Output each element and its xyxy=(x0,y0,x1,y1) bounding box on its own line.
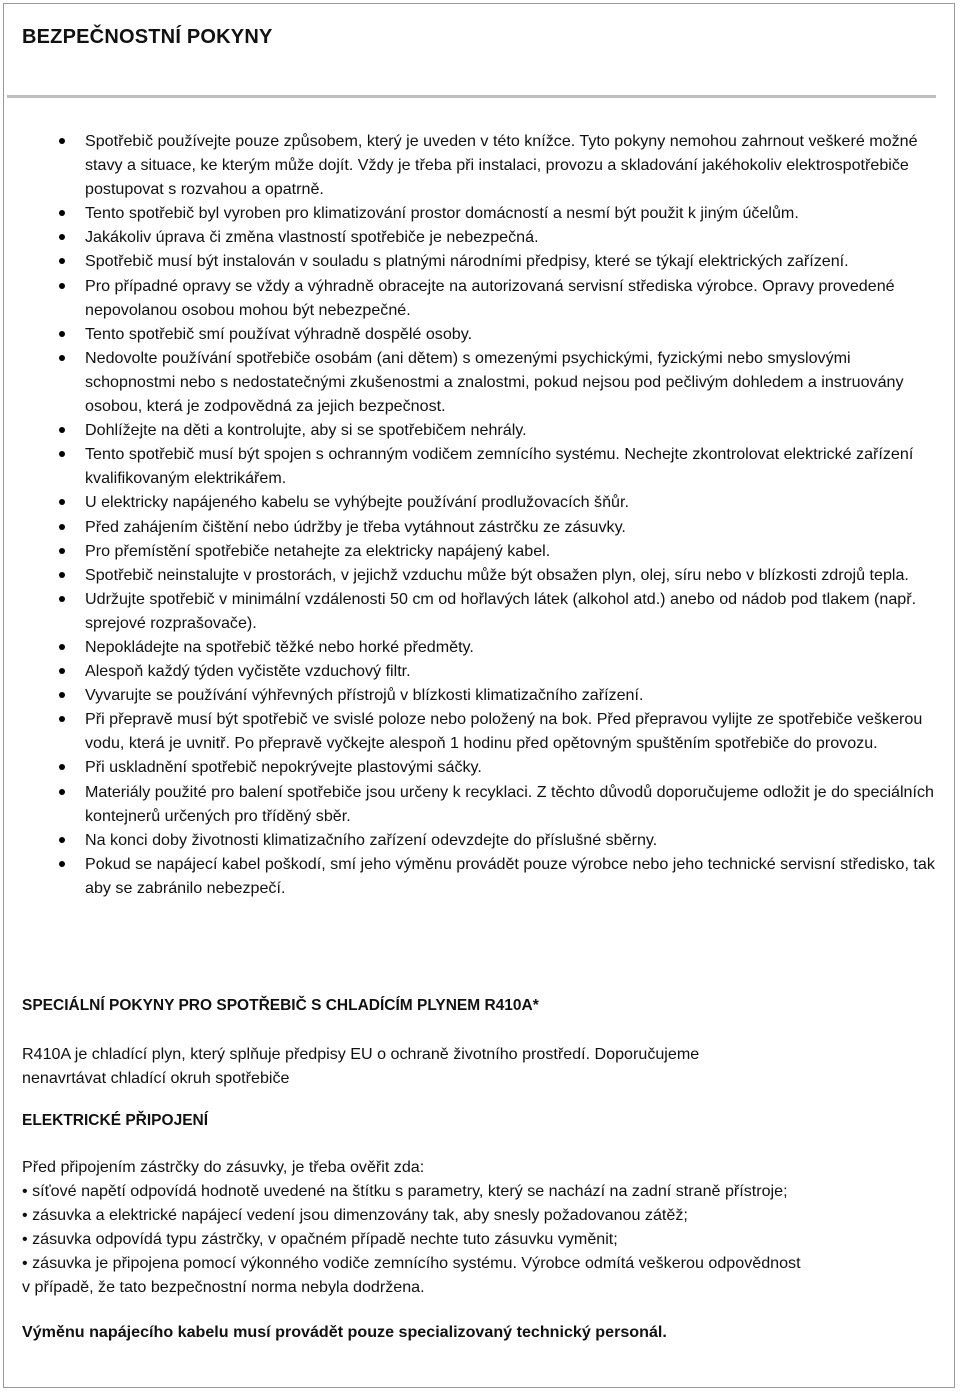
list-item: Pro případné opravy se vždy a výhradně obracejte na autorizovaná servisní střediska výrobce. Opravy provedené nepovolanou osobou mohou být nebezpečné. xyxy=(85,274,945,322)
list-item: Materiály použité pro balení spotřebiče jsou určeny k recyklaci. Z těchto důvodů doporučujeme odložit je do speciálních kontejnerů určených pro tříděný sběr. xyxy=(85,780,945,828)
electric-item: • zásuvka je připojena pomocí výkonného vodiče zemnícího systému. Výrobce odmítá veškerou odpovědnost xyxy=(22,1254,801,1272)
electric-item: v případě, že tato bezpečnostní norma nebyla dodržena. xyxy=(22,1278,425,1296)
list-item: Spotřebič používejte pouze způsobem, který je uveden v této knížce. Tyto pokyny nemohou zahrnout veškeré možné stavy a situace, ke kterým může dojít. Vždy je třeba při instalaci, provozu a skladování jakéhokoliv elektrospotřebiče postupovat s rozvahou a opatrně. xyxy=(85,129,945,201)
list-item: Tento spotřebič byl vyroben pro klimatizování prostor domácností a nesmí být použit k jiným účelům. xyxy=(85,201,945,225)
electric-item: • zásuvka a elektrické napájecí vedení jsou dimenzovány tak, aby snesly požadovanou zátěž; xyxy=(22,1206,688,1224)
list-item: Alespoň každý týden vyčistěte vzduchový filtr. xyxy=(85,659,945,683)
electric-paragraph xyxy=(22,1155,937,1299)
list-item: Před zahájením čištění nebo údržby je třeba vytáhnout zástrčku ze zásuvky. xyxy=(85,515,945,539)
list-item: Udržujte spotřebič v minimální vzdálenosti 50 cm od hořlavých látek (alkohol atd.) anebo od nádob pod tlakem (např. sprejové rozprašovače). xyxy=(85,587,945,635)
cable-replacement-note: Výměnu napájecího kabelu musí provádět pouze specializovaný technický personál. xyxy=(22,1323,667,1341)
list-item: Nepokládejte na spotřebič těžké nebo horké předměty. xyxy=(85,635,945,659)
electric-intro: Před připojením zástrčky do zásuvky, je třeba ověřit zda: xyxy=(22,1158,425,1176)
list-item: Při uskladnění spotřebič nepokrývejte plastovými sáčky. xyxy=(85,755,945,779)
list-item: Jakákoliv úprava či změna vlastností spotřebiče je nebezpečná. xyxy=(85,225,945,249)
electric-item: • síťové napětí odpovídá hodnotě uvedené na štítku s parametry, který se nachází na zadní straně přístroje; xyxy=(22,1182,788,1200)
list-item: Pro přemístění spotřebiče netahejte za elektricky napájený kabel. xyxy=(85,539,945,563)
electric-heading: ELEKTRICKÉ PŘIPOJENÍ xyxy=(22,1112,209,1129)
title-divider xyxy=(7,95,936,98)
list-item: Na konci doby životnosti klimatizačního zařízení odevzdejte do příslušné sběrny. xyxy=(85,828,945,852)
safety-list xyxy=(85,129,945,900)
list-item: Tento spotřebič smí používat výhradně dospělé osoby. xyxy=(85,322,945,346)
list-item: Při přepravě musí být spotřebič ve svislé poloze nebo položený na bok. Před přepravou vylijte ze spotřebiče veškerou vodu, která je uvnitř. Po přepravě vyčkejte alespoň 1 hodinu před opětovným spuštěním spotřebiče do provozu. xyxy=(85,707,945,755)
special-line: R410A je chladící plyn, který splňuje předpisy EU o ochraně životního prostředí. Doporučujeme xyxy=(22,1045,700,1063)
special-paragraph xyxy=(22,1042,937,1090)
special-heading: SPECIÁLNÍ POKYNY PRO SPOTŘEBIČ S CHLADÍCÍM PLYNEM R410A* xyxy=(22,997,539,1014)
special-line: nenavrtávat chladící okruh spotřebiče xyxy=(22,1069,290,1087)
list-item: U elektricky napájeného kabelu se vyhýbejte používání prodlužovacích šňůr. xyxy=(85,490,945,514)
list-item: Vyvarujte se používání výhřevných přístrojů v blízkosti klimatizačního zařízení. xyxy=(85,683,945,707)
list-item: Dohlížejte na děti a kontrolujte, aby si se spotřebičem nehrály. xyxy=(85,418,945,442)
list-item: Nedovolte používání spotřebiče osobám (ani dětem) s omezenými psychickými, fyzickými nebo smyslovými schopnostmi nebo s nedostatečnými zkušenostmi a znalostmi, pokud nejsou pod pečlivým dohledem a instruovány osobou, která je zodpovědná za jejich bezpečnost. xyxy=(85,346,945,418)
list-item: Pokud se napájecí kabel poškodí, smí jeho výměnu provádět pouze výrobce nebo jeho technické servisní středisko, tak aby se zabránilo nebezpečí. xyxy=(85,852,945,900)
electric-item: • zásuvka odpovídá typu zástrčky, v opačném případě nechte tuto zásuvku vyměnit; xyxy=(22,1230,618,1248)
page-title: BEZPEČNOSTNÍ POKYNY xyxy=(22,26,273,48)
list-item: Spotřebič musí být instalován v souladu s platnými národními předpisy, které se týkají elektrických zařízení. xyxy=(85,249,945,273)
list-item: Tento spotřebič musí být spojen s ochranným vodičem zemnícího systému. Nechejte zkontrolovat elektrické zařízení kvalifikovaným elektrikářem. xyxy=(85,442,945,490)
list-item: Spotřebič neinstalujte v prostorách, v jejichž vzduchu může být obsažen plyn, olej, síru nebo v blízkosti zdrojů tepla. xyxy=(85,563,945,587)
